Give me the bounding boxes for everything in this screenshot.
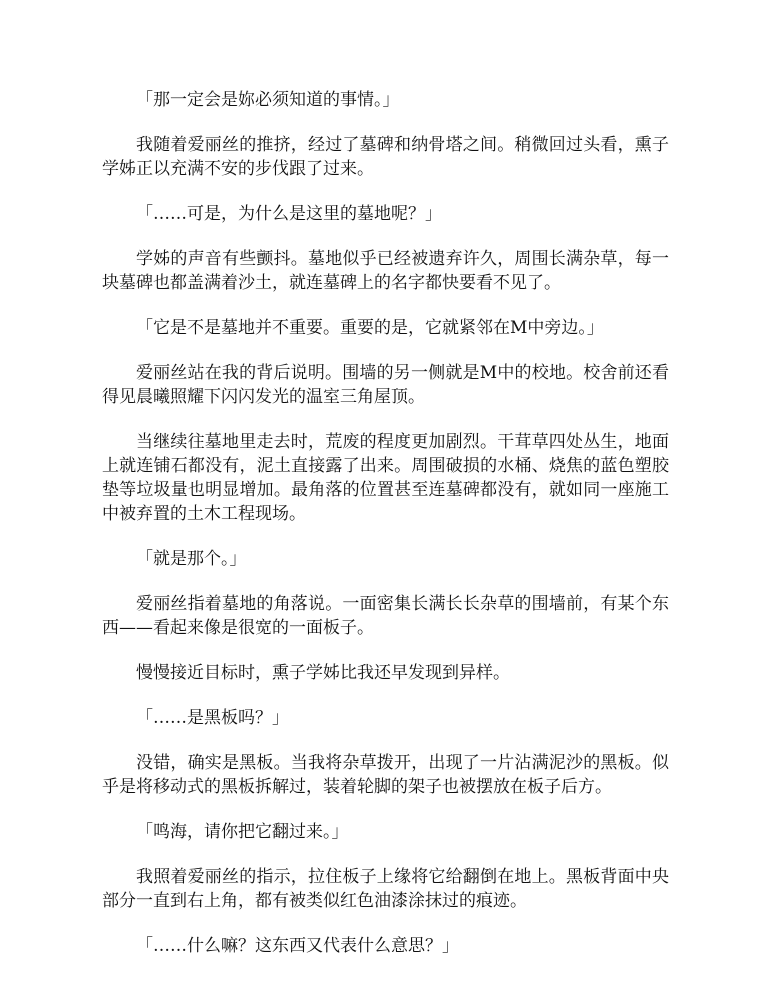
- paragraph: 学姊的声音有些颤抖。墓地似乎已经被遗弃许久，周围长满杂草，每一块墓碑也都盖满着沙土，就连墓碑上的名字都快要看不见了。: [102, 249, 669, 293]
- paragraph: 我照着爱丽丝的指示，拉住板子上缘将它给翻倒在地上。黑板背面中央部分一直到右上角，都有被类似红色油漆涂抹过的痕迹。: [102, 867, 669, 911]
- paragraph: 「……是黑板吗？」: [136, 708, 289, 728]
- paragraph: 「鸣海，请你把它翻过来。」: [136, 822, 349, 842]
- paragraph: 爱丽丝站在我的背后说明。围墙的另一侧就是M中的校地。校舍前还看得见晨曦照耀下闪闪发光的温室三角屋顶。: [102, 363, 669, 407]
- paragraph: 没错，确实是黑板。当我将杂草拨开，出现了一片沾满泥沙的黑板。似乎是将移动式的黑板拆解过，装着轮脚的架子也被摆放在板子后方。: [102, 753, 669, 797]
- paragraph: 当继续往墓地里走去时，荒废的程度更加剧烈。干茸草四处丛生，地面上就连铺石都没有，泥土直接露了出来。周围破损的水桶、烧焦的蓝色塑胶垫等垃圾量也明显增加。最角落的位置甚至连墓碑都没有，就如同一座施工中被弃置的土木工程现场。: [102, 432, 669, 524]
- paragraph: 「那一定会是妳必须知道的事情。」: [136, 90, 400, 110]
- paragraph: 「……什么嘛？这东西又代表什么意思？」: [136, 936, 459, 956]
- paragraph: 我随着爱丽丝的推挤，经过了墓碑和纳骨塔之间。稍微回过头看，熏子学姊正以充满不安的步伐跟了过来。: [102, 135, 669, 179]
- paragraph: 爱丽丝指着墓地的角落说。一面密集长满长长杂草的围墙前，有某个东西——看起来像是很宽的一面板子。: [102, 594, 669, 638]
- paragraph: 「就是那个。」: [136, 549, 247, 569]
- paragraph: 慢慢接近目标时，熏子学姊比我还早发现到异样。: [136, 663, 510, 683]
- paragraph: 「它是不是墓地并不重要。重要的是，它就紧邻在M中旁边。」: [136, 318, 604, 338]
- paragraph: 「……可是，为什么是这里的墓地呢？」: [136, 204, 442, 224]
